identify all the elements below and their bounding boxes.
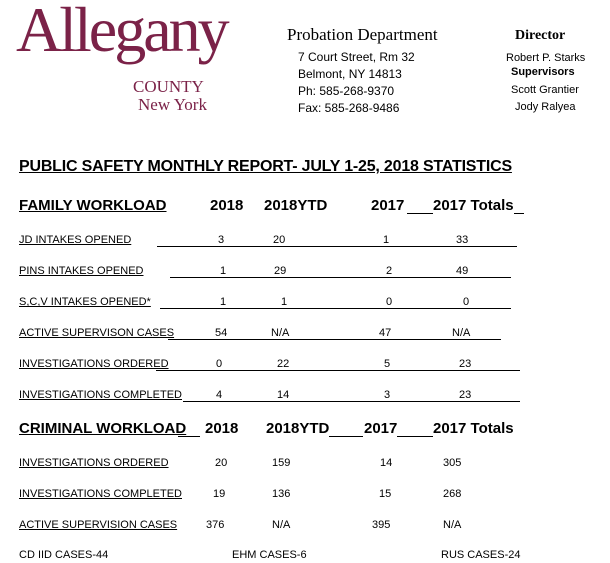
col-2018ytd: 2018YTD — [266, 420, 330, 437]
col-2017-totals: 2017 Totals — [433, 197, 514, 214]
row-label: ACTIVE SUPERVISION CASES — [19, 519, 178, 531]
col-2018: 2018 — [210, 197, 244, 214]
department-name: Probation Department — [287, 25, 438, 44]
fax: Fax: 585-268-9486 — [298, 101, 400, 115]
cell: 1 — [220, 265, 227, 277]
cell: 23 — [459, 358, 472, 370]
cell: N/A — [272, 519, 291, 531]
cell: 29 — [274, 265, 287, 277]
supervisor-name: Jody Ralyea — [515, 101, 576, 113]
family-heading: FAMILY WORKLOAD — [19, 197, 167, 214]
col-2017: 2017 — [371, 197, 405, 214]
cell: 23 — [459, 389, 472, 401]
cell: 395 — [372, 519, 391, 531]
cell: N/A — [443, 519, 462, 531]
cell: 268 — [443, 488, 462, 500]
criminal-heading: CRIMINAL WORKLOAD — [19, 420, 187, 437]
cell: 159 — [272, 457, 291, 469]
cell: 15 — [379, 488, 392, 500]
row-label: INVESTIGATIONS COMPLETED — [19, 389, 182, 401]
cell: 305 — [443, 457, 462, 469]
cell: 14 — [380, 457, 393, 469]
cd-iid-cases: CD IID CASES-44 — [19, 549, 109, 561]
cell: 54 — [215, 327, 228, 339]
logo-allegany: Allegany — [16, 0, 227, 65]
phone: Ph: 585-268-9370 — [298, 84, 395, 98]
address-line: 7 Court Street, Rm 32 — [298, 50, 415, 64]
row-label: ACTIVE SUPERVISON CASES — [19, 327, 175, 339]
cell: 4 — [216, 389, 223, 401]
cell: 3 — [218, 234, 225, 246]
cell: N/A — [452, 327, 471, 339]
cell: 5 — [384, 358, 391, 370]
row-label: INVESTIGATIONS ORDERED — [19, 457, 169, 469]
col-2017: 2017 — [364, 420, 398, 437]
cell: 136 — [272, 488, 291, 500]
rus-cases: RUS CASES-24 — [441, 549, 521, 561]
cell: 376 — [206, 519, 225, 531]
logo-county: COUNTY — [133, 77, 204, 96]
cell: 22 — [277, 358, 290, 370]
col-2018: 2018 — [205, 420, 239, 437]
cell: 49 — [456, 265, 469, 277]
ehm-cases: EHM CASES-6 — [232, 549, 307, 561]
cell: 2 — [386, 265, 393, 277]
cell: 33 — [456, 234, 469, 246]
cell: 47 — [379, 327, 392, 339]
row-label: INVESTIGATIONS COMPLETED — [19, 488, 182, 500]
supervisors-heading: Supervisors — [511, 66, 575, 78]
cell: 1 — [220, 296, 227, 308]
cell: 19 — [213, 488, 226, 500]
supervisor-name: Scott Grantier — [511, 84, 579, 96]
row-label: PINS INTAKES OPENED — [19, 265, 144, 277]
cell: 14 — [277, 389, 290, 401]
row-label: INVESTIGATIONS ORDERED — [19, 358, 169, 370]
cell: 1 — [281, 296, 288, 308]
cell: 0 — [216, 358, 223, 370]
col-2017-totals: 2017 Totals — [433, 420, 514, 437]
director-name: Robert P. Starks — [506, 52, 586, 64]
col-2018ytd: 2018YTD — [264, 197, 328, 214]
cell: 20 — [273, 234, 286, 246]
row-label: JD INTAKES OPENED — [19, 234, 132, 246]
logo-state: New York — [138, 95, 207, 114]
address-line: Belmont, NY 14813 — [298, 67, 402, 81]
cell: 0 — [463, 296, 470, 308]
cell: 20 — [215, 457, 228, 469]
cell: N/A — [271, 327, 290, 339]
cell: 1 — [383, 234, 390, 246]
director-heading: Director — [515, 28, 566, 43]
report-title: PUBLIC SAFETY MONTHLY REPORT- JULY 1-25, 2018 STATISTICS — [19, 158, 512, 175]
cell: 0 — [386, 296, 393, 308]
row-label: S,C,V INTAKES OPENED* — [19, 296, 151, 308]
cell: 3 — [384, 389, 391, 401]
